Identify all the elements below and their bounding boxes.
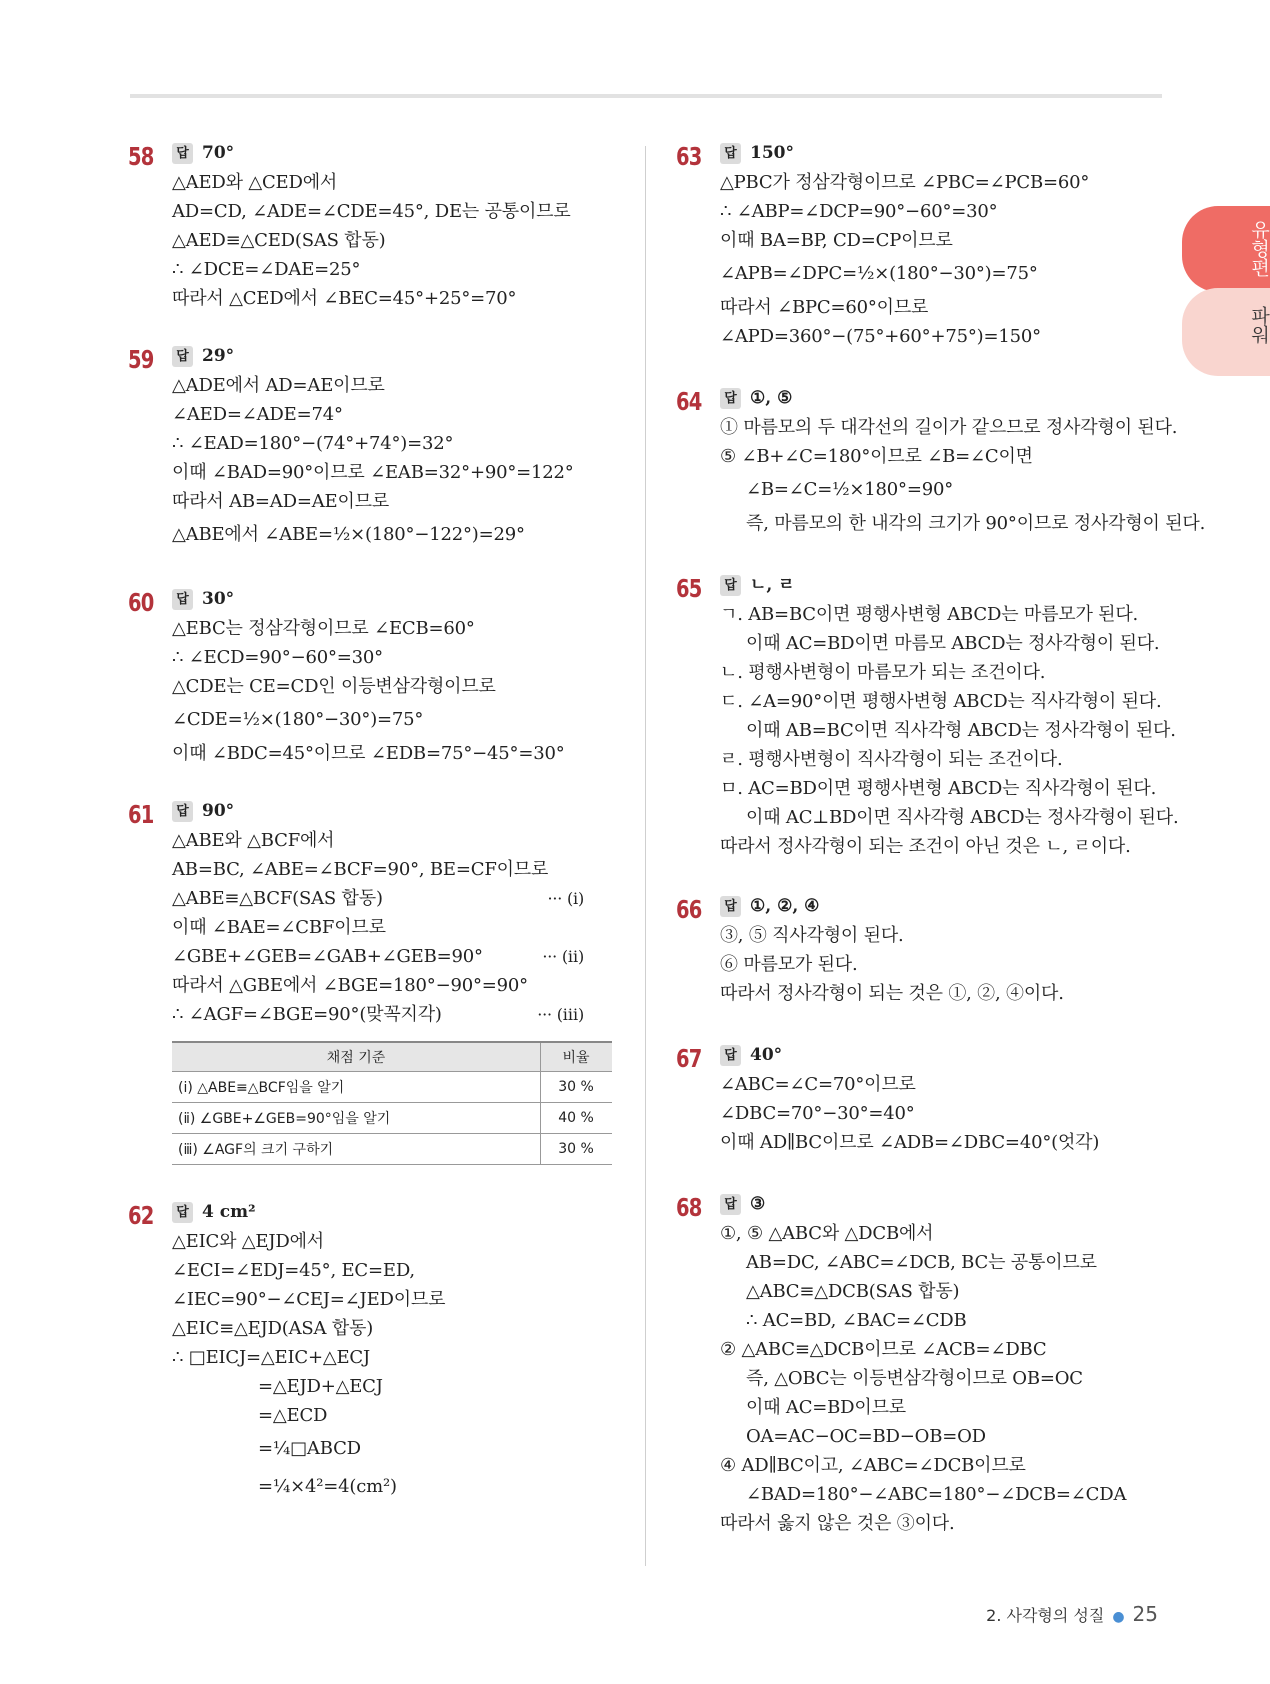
problem-60 (128, 586, 588, 768)
answer-value: 150° (750, 143, 794, 163)
side-tab-power[interactable]: 파워 (1182, 288, 1270, 376)
solution-line: ㄷ. ∠A=90°이면 평행사변형 ABCD는 직사각형이 된다. (720, 691, 1162, 712)
column-divider (645, 146, 646, 1566)
solution-line (172, 1000, 588, 1029)
table-cell: (ⅱ) ∠GBE+∠GEB=90°임을 알기 (172, 1103, 541, 1134)
problem-number: 64 (676, 387, 702, 416)
solution-line: =△EJD+△ECJ (258, 1376, 383, 1397)
solution-line: ∴ ∠ABP=∠DCP=90°−60°=30° (720, 201, 998, 222)
solution-line: 이때 ∠BAD=90°이므로 ∠EAB=32°+90°=122° (172, 462, 574, 483)
problem-number: 59 (128, 345, 154, 374)
solution-text: ∴ ∠AGF=∠BGE=90°(맞꼭지각) (172, 1004, 442, 1025)
problem-63 (676, 140, 1176, 351)
solution-line: 따라서 정사각형이 되는 조건이 아닌 것은 ㄴ, ㄹ이다. (720, 836, 1131, 857)
solution-line: =△ECD (258, 1405, 328, 1426)
answer-value: ①, ②, ④ (750, 896, 820, 916)
table-header-row (172, 1042, 612, 1072)
answer-line (720, 1191, 1176, 1217)
page-number: 25 (1132, 1602, 1158, 1626)
solution-line: △EIC와 △EJD에서 (172, 1231, 324, 1252)
answer-value: ①, ⑤ (750, 388, 793, 408)
solution-line: ① 마름모의 두 대각선의 길이가 같으므로 정사각형이 된다. (720, 417, 1178, 438)
table-cell: (ⅲ) ∠AGF의 크기 구하기 (172, 1134, 541, 1165)
problem-number: 67 (676, 1044, 702, 1073)
solution-line: ∠DBC=70°−30°=40° (720, 1103, 915, 1124)
answer-line (720, 572, 1176, 598)
problem-59 (128, 343, 588, 554)
solution-line: ∠APB=∠DPC=½×(180°−30°)=75° (720, 263, 1038, 284)
answer-line (172, 798, 588, 824)
answer-badge: 답 (720, 575, 741, 596)
solution-line: 즉, △OBC는 이등변삼각형이므로 OB=OC (746, 1368, 1083, 1389)
problem-66 (676, 893, 1176, 1008)
problem-number: 60 (128, 588, 154, 617)
answer-badge: 답 (172, 589, 193, 610)
answer-line (172, 140, 588, 166)
problem-58 (128, 140, 588, 313)
problem-number: 65 (676, 574, 702, 603)
solution-line: ⑤ ∠B+∠C=180°이므로 ∠B=∠C이면 (720, 446, 1033, 467)
solution-line (172, 942, 588, 971)
grading-table (172, 1041, 612, 1165)
solution-text: △ABE≡△BCF(SAS 합동) (172, 888, 383, 909)
answer-badge: 답 (172, 143, 193, 164)
solution-line: △AED≡△CED(SAS 합동) (172, 230, 386, 251)
answer-line (720, 893, 1176, 919)
problem-number: 61 (128, 800, 154, 829)
answer-badge: 답 (172, 1202, 193, 1223)
solution-line: 따라서 △GBE에서 ∠BGE=180°−90°=90° (172, 975, 528, 996)
answer-value: 4 cm² (202, 1202, 256, 1222)
solution-line: 이때 AD∥BC이므로 ∠ADB=∠DBC=40°(엇각) (720, 1132, 1100, 1153)
answer-badge: 답 (720, 896, 741, 917)
page-footer (986, 1602, 1158, 1626)
table-row (172, 1072, 612, 1103)
solution-line: △ABC≡△DCB(SAS 합동) (746, 1281, 960, 1302)
solution-line: △EIC≡△EJD(ASA 합동) (172, 1318, 374, 1339)
problem-62 (128, 1199, 588, 1506)
solution-line: ㄴ. 평행사변형이 마름모가 되는 조건이다. (720, 662, 1046, 683)
answer-badge: 답 (172, 801, 193, 822)
solution-line: ② △ABC≡△DCB이므로 ∠ACB=∠DBC (720, 1339, 1047, 1360)
solution-line: △ABE에서 ∠ABE=½×(180°−122°)=29° (172, 524, 525, 545)
answer-value: 29° (202, 346, 235, 366)
top-rule (130, 94, 1162, 98)
solution-line: ①, ⑤ △ABC와 △DCB에서 (720, 1223, 934, 1244)
solution-line: ∠APD=360°−(75°+60°+75°)=150° (720, 326, 1041, 347)
solution-line: △AED와 △CED에서 (172, 172, 338, 193)
answer-line (172, 343, 588, 369)
solution-line: △ABE와 △BCF에서 (172, 830, 335, 851)
solution-line: ∴ □EICJ=△EIC+△ECJ (172, 1347, 371, 1368)
answer-value: 90° (202, 801, 235, 821)
solution-line: 이때 BA=BP, CD=CP이므로 (720, 230, 953, 251)
solution-line: 따라서 옳지 않은 것은 ③이다. (720, 1513, 955, 1534)
solution-line: △CDE는 CE=CD인 이등변삼각형이므로 (172, 676, 496, 697)
solution-line (172, 884, 588, 913)
answer-badge: 답 (720, 143, 741, 164)
solution-line: 즉, 마름모의 한 내각의 크기가 90°이므로 정사각형이 된다. (746, 513, 1206, 534)
table-header: 채점 기준 (172, 1042, 541, 1072)
solution-line: 이때 AB=BC이면 직사각형 ABCD는 정사각형이 된다. (746, 720, 1176, 741)
solution-line: ∴ ∠DCE=∠DAE=25° (172, 259, 361, 280)
step-marker: ··· (ⅱ) (542, 947, 584, 966)
step-marker: ··· (ⅲ) (537, 1005, 584, 1024)
solution-line: AB=BC, ∠ABE=∠BCF=90°, BE=CF이므로 (172, 859, 549, 880)
solution-line: ∠ECI=∠EDJ=45°, EC=ED, (172, 1260, 415, 1281)
answer-badge: 답 (720, 388, 741, 409)
solution-line: △PBC가 정삼각형이므로 ∠PBC=∠PCB=60° (720, 172, 1090, 193)
solution-line: ∴ AC=BD, ∠BAC=∠CDB (746, 1310, 967, 1331)
solution-line: AB=DC, ∠ABC=∠DCB, BC는 공통이므로 (746, 1252, 1097, 1273)
solution-line: 따라서 △CED에서 ∠BEC=45°+25°=70° (172, 288, 517, 309)
solution-line: 따라서 AB=AD=AE이므로 (172, 491, 390, 512)
step-marker: ··· (ⅰ) (547, 889, 584, 908)
solution-line: ㄱ. AB=BC이면 평행사변형 ABCD는 마름모가 된다. (720, 604, 1139, 625)
solution-line: OA=AC−OC=BD−OB=OD (746, 1426, 986, 1447)
problem-number: 66 (676, 895, 702, 924)
table-cell: 30 % (541, 1134, 613, 1165)
problem-67 (676, 1042, 1176, 1157)
answer-badge: 답 (172, 346, 193, 367)
table-cell: (ⅰ) △ABE≡△BCF임을 알기 (172, 1072, 541, 1103)
solution-line: ④ AD∥BC이고, ∠ABC=∠DCB이므로 (720, 1455, 1026, 1476)
solution-line: 이때 AC=BD이면 마름모 ABCD는 정사각형이 된다. (746, 633, 1160, 654)
solution-line: =¼□ABCD (258, 1438, 361, 1459)
answer-value: ③ (750, 1194, 766, 1214)
table-header: 비율 (541, 1042, 613, 1072)
solution-line: △ADE에서 AD=AE이므로 (172, 375, 385, 396)
solution-line: AD=CD, ∠ADE=∠CDE=45°, DE는 공통이므로 (172, 201, 571, 222)
solution-line: 이때 AC⊥BD이면 직사각형 ABCD는 정사각형이 된다. (746, 807, 1179, 828)
solution-line: 이때 ∠BAE=∠CBF이므로 (172, 917, 386, 938)
table-cell: 40 % (541, 1103, 613, 1134)
problem-number: 62 (128, 1201, 154, 1230)
answer-value: ㄴ, ㄹ (750, 575, 795, 595)
right-column (676, 140, 1206, 1538)
solution-line: ∠IEC=90°−∠CEJ=∠JED이므로 (172, 1289, 446, 1310)
solution-text: ∠GBE+∠GEB=∠GAB+∠GEB=90° (172, 946, 483, 967)
solution-line: ∴ ∠ECD=90°−60°=30° (172, 647, 383, 668)
solution-line: ∠AED=∠ADE=74° (172, 404, 343, 425)
solution-line: ∠BAD=180°−∠ABC=180°−∠DCB=∠CDA (746, 1484, 1127, 1505)
table-row (172, 1134, 612, 1165)
problem-64 (676, 385, 1206, 538)
solution-line: 이때 ∠BDC=45°이므로 ∠EDB=75°−45°=30° (172, 743, 565, 764)
answer-value: 30° (202, 589, 235, 609)
solution-line: ∠CDE=½×(180°−30°)=75° (172, 709, 424, 730)
solution-line: ∠ABC=∠C=70°이므로 (720, 1074, 916, 1095)
solution-line: ∴ ∠EAD=180°−(74°+74°)=32° (172, 433, 454, 454)
solution-line: 이때 AC=BD이므로 (746, 1397, 906, 1418)
answer-badge: 답 (720, 1045, 741, 1066)
answer-line (172, 1199, 588, 1225)
problem-number: 58 (128, 142, 154, 171)
answer-badge: 답 (720, 1194, 741, 1215)
table-cell: 30 % (541, 1072, 613, 1103)
solution-line: ⑥ 마름모가 된다. (720, 954, 858, 975)
solution-line: ㅁ. AC=BD이면 평행사변형 ABCD는 직사각형이 된다. (720, 778, 1157, 799)
table-row (172, 1103, 612, 1134)
answer-value: 40° (750, 1045, 783, 1065)
answer-line (720, 140, 1176, 166)
left-column (128, 140, 594, 1506)
answer-line (172, 586, 588, 612)
answer-line (720, 385, 1176, 411)
answer-line (720, 1042, 1176, 1068)
problem-65 (676, 572, 1179, 861)
solution-line: 따라서 ∠BPC=60°이므로 (720, 297, 929, 318)
solution-line: ∠B=∠C=½×180°=90° (746, 479, 953, 500)
solution-line: ㄹ. 평행사변형이 직사각형이 되는 조건이다. (720, 749, 1063, 770)
solution-line: ③, ⑤ 직사각형이 된다. (720, 925, 904, 946)
chapter-title: 2. 사각형의 성질 (986, 1606, 1105, 1625)
problem-61 (128, 798, 594, 1165)
bullet-icon: ● (1112, 1609, 1125, 1625)
answer-value: 70° (202, 143, 235, 163)
side-tab-type[interactable]: 유형편 (1182, 206, 1270, 292)
problem-68 (676, 1191, 1176, 1538)
solution-line: △EBC는 정삼각형이므로 ∠ECB=60° (172, 618, 475, 639)
solution-line: 따라서 정사각형이 되는 것은 ①, ②, ④이다. (720, 983, 1064, 1004)
problem-number: 68 (676, 1193, 702, 1222)
solution-line: =¼×4²=4(cm²) (258, 1476, 397, 1497)
problem-number: 63 (676, 142, 702, 171)
